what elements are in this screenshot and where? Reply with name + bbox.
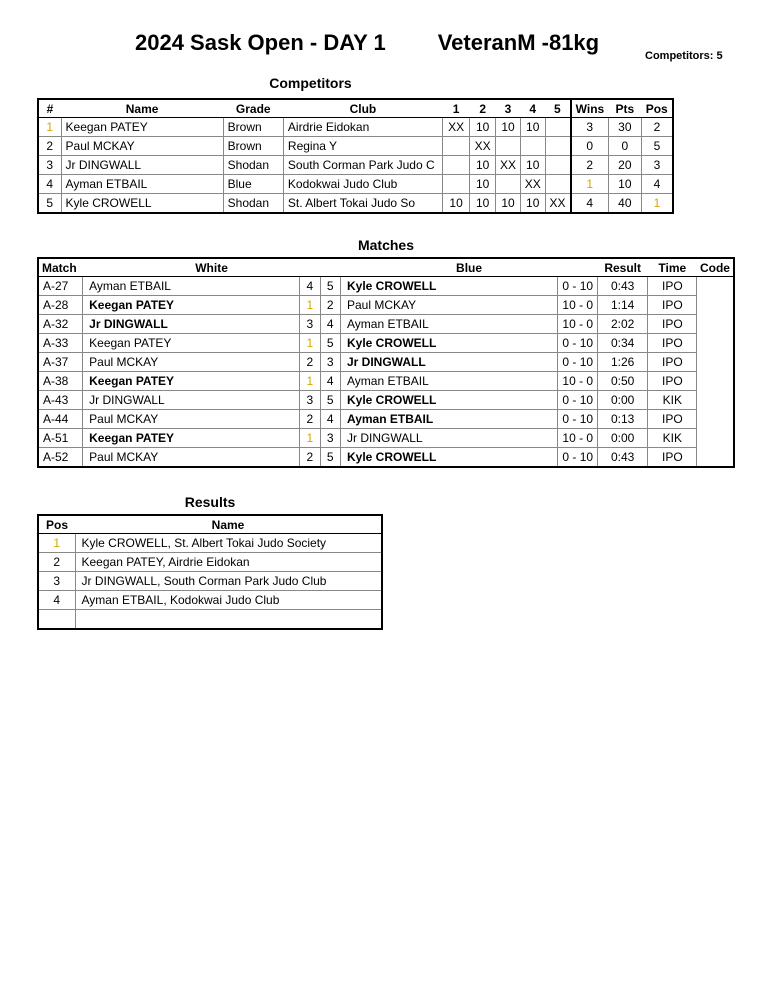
column-header: Blue — [340, 258, 597, 277]
result-position — [38, 610, 75, 630]
competitor-number: 1 — [38, 118, 61, 137]
match-time: 0:13 — [598, 410, 648, 429]
match-code: IPO — [648, 296, 697, 315]
match-code: KIK — [648, 429, 697, 448]
column-header: Code — [697, 258, 734, 277]
match-row — [38, 277, 734, 296]
match-time: 0:50 — [598, 372, 648, 391]
score-cell — [520, 137, 545, 156]
score-cell: XX — [496, 156, 521, 175]
match-row — [38, 391, 734, 410]
white-number: 1 — [300, 372, 320, 391]
competitor-row — [38, 175, 673, 194]
match-code: IPO — [648, 277, 697, 296]
white-number: 3 — [300, 391, 320, 410]
white-competitor: Keegan PATEY — [83, 334, 300, 353]
match-id: A-37 — [38, 353, 83, 372]
blue-competitor: Kyle CROWELL — [340, 448, 557, 468]
column-header: Result — [598, 258, 648, 277]
competitors-table — [37, 98, 674, 214]
white-competitor: Paul MCKAY — [83, 448, 300, 468]
match-result: 0 - 10 — [558, 277, 598, 296]
match-time: 0:34 — [598, 334, 648, 353]
blue-number: 5 — [320, 448, 340, 468]
score-cell — [545, 137, 571, 156]
wins-cell: 4 — [571, 194, 609, 214]
match-time: 1:26 — [598, 353, 648, 372]
competitor-grade: Brown — [223, 118, 283, 137]
column-header: 4 — [520, 99, 545, 118]
score-cell — [442, 175, 469, 194]
match-id: A-28 — [38, 296, 83, 315]
blue-number: 4 — [320, 410, 340, 429]
match-row — [38, 429, 734, 448]
score-cell: 10 — [442, 194, 469, 214]
score-cell: XX — [470, 137, 496, 156]
result-row — [38, 610, 382, 630]
blue-competitor: Jr DINGWALL — [340, 429, 557, 448]
score-cell: 10 — [496, 118, 521, 137]
points-cell: 10 — [608, 175, 641, 194]
result-row — [38, 553, 382, 572]
points-cell: 30 — [608, 118, 641, 137]
match-code: IPO — [648, 315, 697, 334]
column-header: Wins — [571, 99, 609, 118]
match-code: IPO — [648, 448, 697, 468]
blue-competitor: Ayman ETBAIL — [340, 315, 557, 334]
match-result: 10 - 0 — [558, 296, 598, 315]
column-header: Pts — [608, 99, 641, 118]
match-result: 10 - 0 — [558, 315, 598, 334]
result-name: Jr DINGWALL, South Corman Park Judo Club — [75, 572, 382, 591]
match-code: IPO — [648, 334, 697, 353]
match-row — [38, 448, 734, 468]
blue-competitor: Ayman ETBAIL — [340, 410, 557, 429]
competitor-club: St. Albert Tokai Judo So — [283, 194, 442, 214]
score-cell — [545, 118, 571, 137]
competitor-grade: Blue — [223, 175, 283, 194]
match-row — [38, 296, 734, 315]
match-result: 0 - 10 — [558, 448, 598, 468]
results-title: Results — [184, 494, 236, 510]
match-time: 1:14 — [598, 296, 648, 315]
competitor-row — [38, 137, 673, 156]
column-header: Name — [61, 99, 223, 118]
result-row — [38, 572, 382, 591]
match-time: 2:02 — [598, 315, 648, 334]
white-number: 1 — [300, 429, 320, 448]
column-header: Match — [38, 258, 83, 277]
score-cell: 10 — [470, 156, 496, 175]
blue-competitor: Kyle CROWELL — [340, 277, 557, 296]
white-number: 2 — [300, 353, 320, 372]
score-cell — [496, 175, 521, 194]
match-time: 0:00 — [598, 429, 648, 448]
match-id: A-33 — [38, 334, 83, 353]
match-time: 0:43 — [598, 448, 648, 468]
competitor-number: 5 — [38, 194, 61, 214]
column-header: Grade — [223, 99, 283, 118]
match-id: A-51 — [38, 429, 83, 448]
match-row — [38, 334, 734, 353]
white-number: 2 — [300, 448, 320, 468]
column-header: 3 — [496, 99, 521, 118]
result-position: 2 — [38, 553, 75, 572]
white-competitor: Keegan PATEY — [83, 296, 300, 315]
column-header: # — [38, 99, 61, 118]
white-competitor: Keegan PATEY — [83, 372, 300, 391]
column-header: Club — [283, 99, 442, 118]
white-number: 1 — [300, 334, 320, 353]
blue-competitor: Paul MCKAY — [340, 296, 557, 315]
match-id: A-52 — [38, 448, 83, 468]
competitor-name: Jr DINGWALL — [61, 156, 223, 175]
position-cell: 3 — [641, 156, 673, 175]
competitor-grade: Shodan — [223, 194, 283, 214]
match-id: A-27 — [38, 277, 83, 296]
matches-title: Matches — [357, 237, 415, 253]
competitor-name: Ayman ETBAIL — [61, 175, 223, 194]
points-cell: 20 — [608, 156, 641, 175]
column-header: White — [83, 258, 341, 277]
result-row — [38, 591, 382, 610]
blue-number: 2 — [320, 296, 340, 315]
competitor-row — [38, 156, 673, 175]
wins-cell: 1 — [571, 175, 609, 194]
result-name: Kyle CROWELL, St. Albert Tokai Judo Society — [75, 534, 382, 553]
match-code: IPO — [648, 372, 697, 391]
blue-number: 4 — [320, 372, 340, 391]
match-row — [38, 315, 734, 334]
competitor-club: Airdrie Eidokan — [283, 118, 442, 137]
blue-number: 5 — [320, 277, 340, 296]
competitor-number: 3 — [38, 156, 61, 175]
score-cell: 10 — [470, 194, 496, 214]
match-result: 0 - 10 — [558, 391, 598, 410]
match-code: KIK — [648, 391, 697, 410]
white-number: 1 — [300, 296, 320, 315]
match-row — [38, 372, 734, 391]
match-time: 0:43 — [598, 277, 648, 296]
blue-competitor: Kyle CROWELL — [340, 334, 557, 353]
score-cell: 10 — [520, 118, 545, 137]
match-result: 0 - 10 — [558, 334, 598, 353]
match-id: A-43 — [38, 391, 83, 410]
match-code: IPO — [648, 353, 697, 372]
position-cell: 5 — [641, 137, 673, 156]
result-name: Ayman ETBAIL, Kodokwai Judo Club — [75, 591, 382, 610]
match-time: 0:00 — [598, 391, 648, 410]
blue-number: 5 — [320, 334, 340, 353]
position-cell: 1 — [641, 194, 673, 214]
results-table — [37, 514, 383, 630]
column-header: 2 — [470, 99, 496, 118]
event-title: 2024 Sask Open - DAY 1 — [135, 30, 386, 55]
column-header: Pos — [641, 99, 673, 118]
blue-competitor: Kyle CROWELL — [340, 391, 557, 410]
wins-cell: 3 — [571, 118, 609, 137]
score-cell — [442, 137, 469, 156]
competitor-name: Keegan PATEY — [61, 118, 223, 137]
page-title — [135, 30, 599, 56]
result-position: 4 — [38, 591, 75, 610]
blue-number: 4 — [320, 315, 340, 334]
score-cell — [545, 175, 571, 194]
competitor-club: Regina Y — [283, 137, 442, 156]
score-cell — [442, 156, 469, 175]
match-result: 10 - 0 — [558, 372, 598, 391]
white-competitor: Paul MCKAY — [83, 410, 300, 429]
score-cell: 10 — [470, 118, 496, 137]
column-header: 5 — [545, 99, 571, 118]
white-competitor: Paul MCKAY — [83, 353, 300, 372]
score-cell — [545, 156, 571, 175]
matches-table — [37, 257, 735, 468]
score-cell: XX — [545, 194, 571, 214]
white-competitor: Jr DINGWALL — [83, 391, 300, 410]
category-title: VeteranM -81kg — [437, 30, 600, 55]
wins-cell: 2 — [571, 156, 609, 175]
match-id: A-32 — [38, 315, 83, 334]
result-name — [75, 610, 382, 630]
score-cell: 10 — [520, 156, 545, 175]
score-cell — [496, 137, 521, 156]
position-cell: 4 — [641, 175, 673, 194]
match-code: IPO — [648, 410, 697, 429]
competitor-name: Kyle CROWELL — [61, 194, 223, 214]
white-number: 3 — [300, 315, 320, 334]
wins-cell: 0 — [571, 137, 609, 156]
score-cell: XX — [442, 118, 469, 137]
score-cell: 10 — [470, 175, 496, 194]
blue-competitor: Jr DINGWALL — [340, 353, 557, 372]
competitor-club: Kodokwai Judo Club — [283, 175, 442, 194]
position-cell: 2 — [641, 118, 673, 137]
competitor-number: 2 — [38, 137, 61, 156]
competitor-club: South Corman Park Judo C — [283, 156, 442, 175]
competitor-number: 4 — [38, 175, 61, 194]
match-result: 0 - 10 — [558, 410, 598, 429]
match-id: A-38 — [38, 372, 83, 391]
competitors-title: Competitors — [269, 75, 352, 91]
score-cell: 10 — [496, 194, 521, 214]
white-number: 2 — [300, 410, 320, 429]
score-cell: 10 — [520, 194, 545, 214]
blue-number: 5 — [320, 391, 340, 410]
white-competitor: Ayman ETBAIL — [83, 277, 300, 296]
competitor-name: Paul MCKAY — [61, 137, 223, 156]
match-id: A-44 — [38, 410, 83, 429]
column-header: Pos — [38, 515, 75, 534]
result-name: Keegan PATEY, Airdrie Eidokan — [75, 553, 382, 572]
competitors-count: Competitors: 5 — [645, 50, 723, 62]
column-header: Name — [75, 515, 382, 534]
blue-number: 3 — [320, 429, 340, 448]
match-result: 10 - 0 — [558, 429, 598, 448]
column-header: Time — [648, 258, 697, 277]
white-competitor: Keegan PATEY — [83, 429, 300, 448]
column-header: 1 — [442, 99, 469, 118]
result-position: 3 — [38, 572, 75, 591]
competitor-row — [38, 194, 673, 214]
competitor-grade: Brown — [223, 137, 283, 156]
points-cell: 0 — [608, 137, 641, 156]
match-row — [38, 410, 734, 429]
white-competitor: Jr DINGWALL — [83, 315, 300, 334]
blue-competitor: Ayman ETBAIL — [340, 372, 557, 391]
score-cell: XX — [520, 175, 545, 194]
result-position: 1 — [38, 534, 75, 553]
competitor-row — [38, 118, 673, 137]
competitor-grade: Shodan — [223, 156, 283, 175]
white-number: 4 — [300, 277, 320, 296]
match-result: 0 - 10 — [558, 353, 598, 372]
points-cell: 40 — [608, 194, 641, 214]
blue-number: 3 — [320, 353, 340, 372]
match-row — [38, 353, 734, 372]
result-row — [38, 534, 382, 553]
